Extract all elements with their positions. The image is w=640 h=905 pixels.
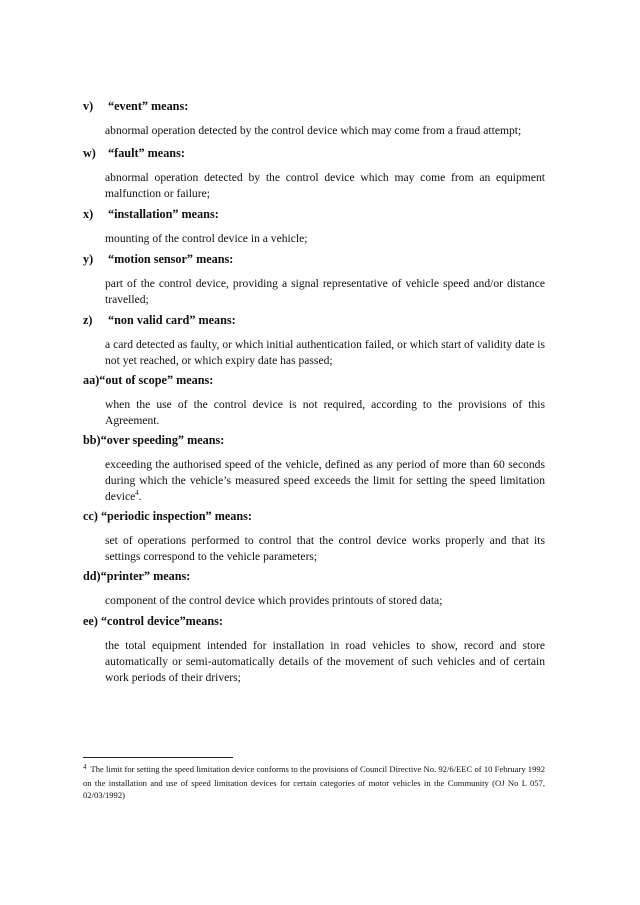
definition-label: dd): [83, 569, 101, 583]
definition-y: [83, 252, 545, 308]
footnote-divider: [83, 757, 233, 758]
definition-text: part of the control device, providing a signal representative of vehicle speed and/or distance travelled;: [105, 277, 545, 306]
definition-aa: [83, 373, 545, 429]
definition-label: y): [83, 252, 94, 266]
definition-term: [83, 99, 545, 114]
definition-term-text: “periodic inspection” means:: [100, 509, 252, 523]
definition-text: component of the control device which provides printouts of stored data;: [105, 594, 443, 607]
definition-x: [83, 207, 545, 247]
definition-text: exceeding the authorised speed of the vehicle, defined as any period of more than 60 seconds during which the vehicle’s measured speed exceeds the limit for setting the speed limitation device: [105, 458, 545, 503]
footnote-text: The limit for setting the speed limitation device conforms to the provisions of Council Directive No. 92/6/EEC of 10 February 1992 on the installation and use of speed limitation devices for certain categories of motor vehicles in the Community (OJ No L 057, 02/03/1992): [83, 764, 545, 801]
definition-text: the total equipment intended for installation in road vehicles to show, record and store automatically or semi-automatically details of the movement of such vehicles and of certain work periods of their drivers;: [105, 639, 545, 684]
definition-text: when the use of the control device is not required, according to the provisions of this Agreement.: [105, 398, 545, 427]
definition-z: [83, 313, 545, 369]
definition-term: [83, 146, 545, 161]
definition-label: x): [83, 207, 94, 221]
footnote-mark: 4: [83, 763, 87, 771]
definition-v: [83, 99, 545, 139]
definition-term-text: “control device”means:: [100, 614, 223, 628]
definition-term: [83, 252, 545, 267]
definition-label: cc): [83, 509, 98, 523]
definition-term: [83, 569, 545, 584]
definition-bb: [83, 433, 545, 505]
definition-term-text: “motion sensor” means:: [108, 252, 234, 266]
definition-term-text: “installation” means:: [108, 207, 219, 221]
definition-term-text: “fault” means:: [108, 146, 185, 160]
definition-term: [83, 373, 545, 388]
definition-term-text: “non valid card” means:: [108, 313, 236, 327]
definition-label: z): [83, 313, 93, 327]
definition-term: [83, 614, 545, 629]
definition-term: [83, 433, 545, 448]
footnote-reference: 4: [135, 489, 139, 498]
definition-text: a card detected as faulty, or which initial authentication failed, or which start of validity date is not yet reached, or which expiry date has passed;: [105, 338, 545, 367]
footnote: [83, 763, 545, 802]
definition-text-container: exceeding the authorised speed of the vehicle, defined as any period of more than 60 seconds during which the vehicle’s measured speed exceeds the limit for setting the speed limitation device$^4$.: [105, 458, 545, 503]
definition-ee: [83, 614, 545, 686]
definition-term-text: “event” means:: [108, 99, 189, 113]
definition-term-text: “out of scope” means:: [99, 373, 214, 387]
definition-w: [83, 146, 545, 202]
definition-dd: [83, 569, 545, 609]
definition-label: ee): [83, 614, 98, 628]
definition-text: set of operations performed to control that the control device works properly and that its settings correspond to the vehicle parameters;: [105, 534, 545, 563]
definition-term: [83, 207, 545, 222]
definition-term: [83, 313, 545, 328]
definition-text: mounting of the control device in a vehicle;: [105, 232, 308, 245]
definition-text: abnormal operation detected by the control device which may come from a fraud attempt;: [105, 124, 522, 137]
definition-label: v): [83, 99, 94, 113]
definition-label: aa): [83, 373, 100, 387]
definition-term-text: “printer” means:: [100, 569, 191, 583]
definition-label: w): [83, 146, 96, 160]
definition-term: [83, 509, 545, 524]
definition-term-text: “over speeding” means:: [100, 433, 225, 447]
definition-cc: [83, 509, 545, 565]
definition-text: abnormal operation detected by the control device which may come from an equipment malfunction or failure;: [105, 171, 545, 200]
definition-label: bb): [83, 433, 101, 447]
